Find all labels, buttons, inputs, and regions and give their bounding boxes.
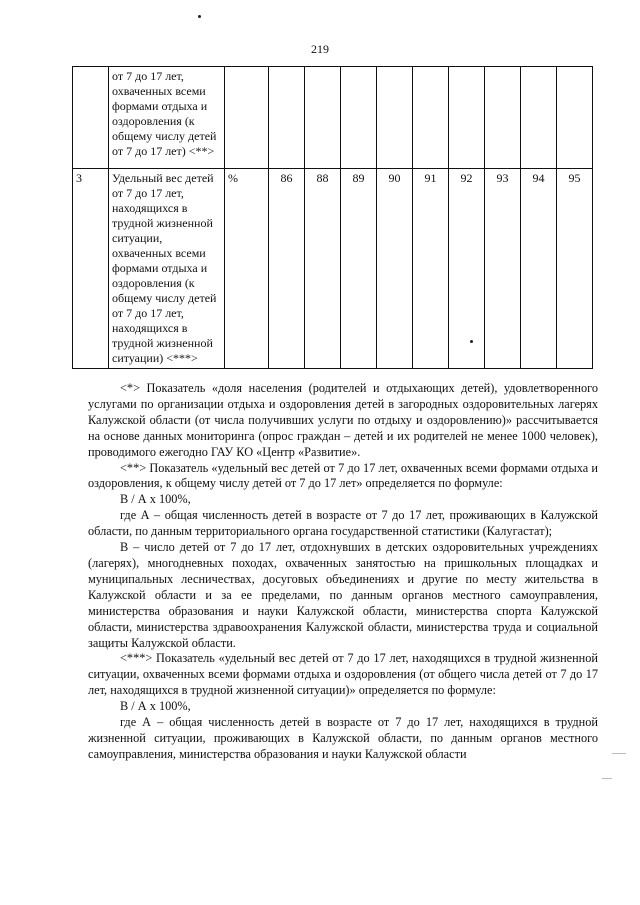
scan-speck xyxy=(198,15,201,18)
definition-a: где А – общая численность детей в возрасте от 7 до 17 лет, находящихся в трудной жизненной ситуации, проживающих в Калужской области, по данным органов местного самоуправления, министерства образования и науки Калужской области xyxy=(88,715,598,761)
value-cell xyxy=(377,67,413,169)
indicator-name: от 7 до 17 лет, охваченных всеми формами отдыха и оздоровления (к общему числу детей от 7 до 17 лет) <**> xyxy=(109,67,225,169)
value-cell: 93 xyxy=(485,169,521,369)
value-cell xyxy=(413,67,449,169)
value-cell: 94 xyxy=(521,169,557,369)
value-cell xyxy=(557,67,593,169)
unit-cell xyxy=(225,67,269,169)
page-number: 219 xyxy=(311,42,329,56)
scan-mark xyxy=(602,778,612,779)
indicator-name: Удельный вес детей от 7 до 17 лет, находящихся в трудной жизненной ситуации, охваченных всеми формами отдыха и оздоровления (к общему числу детей от 7 до 17 лет, находящихся в трудной жизненной ситуации) <***> xyxy=(109,169,225,369)
value-cell: 86 xyxy=(269,169,305,369)
value-cell xyxy=(521,67,557,169)
note-coverage-children: <**> Показатель «удельный вес детей от 7 до 17 лет, охваченных всеми формами отдыха и оздоровления, к общему числу детей от 7 до 17 лет» определяется по формуле: xyxy=(88,460,598,491)
table-row xyxy=(73,67,593,169)
value-cell xyxy=(269,67,305,169)
row-number: 3 xyxy=(73,169,109,369)
value-cell: 91 xyxy=(413,169,449,369)
formula: В / А х 100%, xyxy=(120,699,191,714)
value-cell xyxy=(485,67,521,169)
formula: В / А х 100%, xyxy=(120,492,191,507)
value-cell xyxy=(449,67,485,169)
value-cell xyxy=(305,67,341,169)
value-cell xyxy=(341,67,377,169)
scan-mark xyxy=(612,753,626,754)
indicators-table xyxy=(72,66,593,369)
scan-speck xyxy=(470,340,473,343)
unit-cell: % xyxy=(225,169,269,369)
notes-section xyxy=(88,381,598,763)
definition-a: где А – общая численность детей в возрасте от 7 до 17 лет, проживающих в Калужской области, по данным территориального органа государственной статистики (Калугастат); xyxy=(88,508,598,539)
row-number xyxy=(73,67,109,169)
definition-b: В – число детей от 7 до 17 лет, отдохнувших в детских оздоровительных учреждениях (лагерях), многодневных походах, охваченных занятостью на пришкольных площадках и муниципальных лесничествах, досуговых объединениях и другие по месту жительства в Калужской области и за ее пределами, по данным органов местного самоуправления, министерства образования и науки Калужской области, министерства спорта Калужской области, министерства здравоохранения Калужской области, министерства труда и социальной защиты Калужской области. xyxy=(88,540,598,650)
value-cell: 90 xyxy=(377,169,413,369)
value-cell: 88 xyxy=(305,169,341,369)
value-cell: 95 xyxy=(557,169,593,369)
note-difficult-situation: <***> Показатель «удельный вес детей от 7 до 17 лет, находящихся в трудной жизненной ситуации, охваченных всеми формами отдыха и оздоровления (от общего числа детей от 7 до 17 лет, находящихся в трудной жизненной ситуации)» определяется по формуле: xyxy=(88,651,598,698)
value-cell: 92 xyxy=(449,169,485,369)
table-row xyxy=(73,169,593,369)
note-doc-population: <*> Показатель «доля населения (родителей и отдыхающих детей), удовлетворенного услугами по организации отдыха и оздоровления детей в загородных оздоровительных лагерях Калужской области (от числа получивших услуги по отдыху и оздоровлению)» рассчитывается на основе данных мониторинга (опрос граждан – детей и их родителей не менее 1000 человек), проводимого ежегодно ГАУ КО «Центр «Развитие». xyxy=(88,381,598,459)
value-cell: 89 xyxy=(341,169,377,369)
